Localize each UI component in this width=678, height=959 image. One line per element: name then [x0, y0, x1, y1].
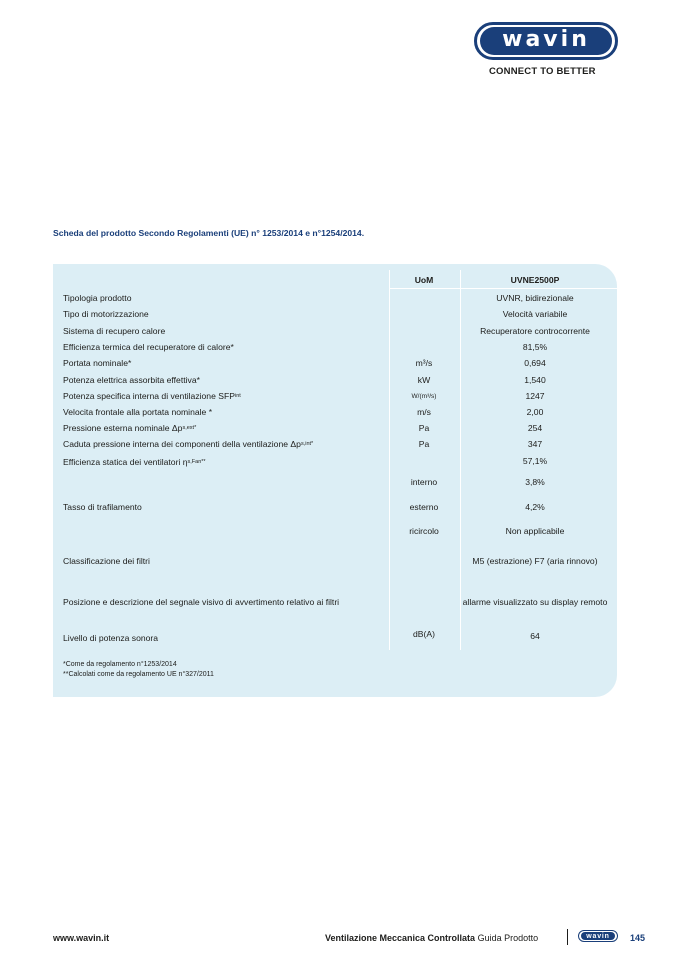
- row-label-suffix: *: [311, 441, 314, 447]
- footer-logo-text: wavin: [581, 932, 615, 940]
- row-uom: W/(m³/s): [411, 392, 437, 400]
- row-value: 57,1%: [522, 456, 548, 466]
- row-label-suffix: *: [194, 425, 197, 431]
- row-label: Tipo di motorizzazione: [63, 309, 149, 319]
- row-value: Velocità variabile: [502, 308, 568, 319]
- footer-url[interactable]: www.wavin.it: [53, 933, 110, 943]
- row-value: Recuperatore controcorrente: [480, 325, 590, 336]
- section-title: Scheda del prodotto Secondo Regolamenti (UE) n° 1253/2014 e n°1254/2014.: [53, 228, 365, 238]
- footer-title: [325, 933, 538, 943]
- row-uom: [389, 339, 459, 355]
- row-value: 64: [530, 630, 540, 641]
- row-label-suffix: **: [201, 458, 206, 465]
- row-uom: [389, 290, 459, 306]
- row-value: 347: [527, 438, 543, 449]
- row-value: 81,5%: [522, 341, 548, 352]
- leakage-row-internal: [53, 474, 617, 490]
- footnote: *Come da regolamento n°1253/2014: [63, 661, 177, 668]
- leakage-row-external: [53, 498, 617, 516]
- row-value: allarme visualizzato su display remoto: [462, 596, 608, 607]
- row-uom: Pa: [418, 439, 430, 449]
- table-row: [53, 323, 617, 339]
- wavin-logo: [474, 22, 618, 60]
- table-row: [53, 436, 617, 452]
- row-label-text: Potenza specifica interna di ventilazione SFP: [63, 391, 235, 401]
- table-row: [53, 404, 617, 420]
- row-label-subscript: int: [234, 393, 241, 399]
- row-value: 4,2%: [525, 501, 545, 512]
- row-label: Tipologia prodotto: [63, 293, 132, 303]
- row-label: Livello di potenza sonora: [63, 633, 159, 643]
- row-label: [63, 388, 388, 404]
- row-value: Non applicabile: [505, 525, 565, 536]
- row-value: 1247: [525, 390, 545, 401]
- row-value: 3,8%: [525, 476, 545, 487]
- row-uom: kW: [417, 375, 431, 385]
- table-row: [53, 420, 617, 436]
- row-label: Velocita frontale alla portata nominale *: [63, 407, 213, 417]
- brand-tagline: CONNECT TO BETTER: [489, 66, 596, 77]
- row-value: 254: [527, 422, 543, 433]
- row-value: M5 (estrazione) F7 (aria rinnovo): [472, 555, 598, 566]
- row-label-text: Pressione esterna nominale Δp: [63, 423, 183, 433]
- table-row: [53, 290, 617, 306]
- table-row: [53, 355, 617, 371]
- table-row: [53, 372, 617, 388]
- row-value: 2,00: [526, 406, 544, 417]
- row-label-text: Efficienza statica dei ventilatori η: [63, 456, 188, 467]
- row-uom: m³/s: [415, 358, 433, 368]
- row-uom: dB(A): [413, 629, 435, 639]
- table-header-row: [53, 272, 617, 288]
- row-label: [63, 436, 388, 452]
- row-label: Efficienza termica del recuperatore di calore*: [63, 342, 234, 352]
- row-label: Potenza elettrica assorbita effettiva*: [63, 375, 200, 385]
- row-uom: interno: [410, 477, 438, 487]
- row-label-subscript: s,Fan: [187, 458, 202, 465]
- row-label-subscript: s,ext: [182, 425, 195, 431]
- row-value: 1,540: [524, 374, 546, 385]
- filters-row: [53, 552, 617, 570]
- footer-title-regular: Guida Prodotto: [477, 933, 539, 943]
- table-row: [53, 453, 617, 470]
- table-row: [53, 388, 617, 404]
- sound-row: [53, 628, 617, 644]
- row-label: Tasso di trafilamento: [63, 502, 142, 512]
- row-label-subscript: s,int: [300, 441, 312, 447]
- footer-wavin-logo: [578, 930, 618, 942]
- row-label: [63, 453, 388, 470]
- wavin-logo-text: wavin: [480, 27, 612, 55]
- header-uom: UoM: [414, 275, 434, 285]
- header-model: UVNE2500P: [510, 274, 560, 285]
- table-row: [53, 306, 617, 322]
- table-row: [53, 339, 617, 355]
- row-label-text: Caduta pressione interna dei componenti della ventilazione Δp: [63, 439, 301, 449]
- row-value: UVNR, bidirezionale: [496, 292, 574, 303]
- header-divider: [389, 288, 617, 289]
- row-label: Portata nominale*: [63, 358, 132, 368]
- row-value: 0,694: [524, 357, 546, 368]
- row-label: Posizione e descrizione del segnale visivo di avvertimento relativo ai filtri: [63, 597, 340, 607]
- page-number: 145: [630, 933, 646, 943]
- row-uom: esterno: [409, 502, 439, 512]
- row-label: Classificazione dei filtri: [63, 556, 150, 566]
- row-label: Sistema di recupero calore: [63, 326, 166, 336]
- row-uom: [389, 306, 459, 322]
- signal-row: [53, 589, 617, 615]
- footnote: **Calcolati come da regolamento UE n°327/2011: [63, 671, 214, 678]
- footer-separator: [567, 929, 568, 945]
- leakage-row-recirculation: [53, 523, 617, 539]
- row-uom: [389, 323, 459, 339]
- row-uom: [389, 453, 459, 470]
- row-uom: m/s: [417, 407, 431, 417]
- row-uom: Pa: [418, 423, 430, 433]
- row-label: [63, 420, 388, 436]
- footer-title-bold: Ventilazione Meccanica Controllata: [325, 933, 476, 943]
- row-uom: ricircolo: [409, 526, 439, 536]
